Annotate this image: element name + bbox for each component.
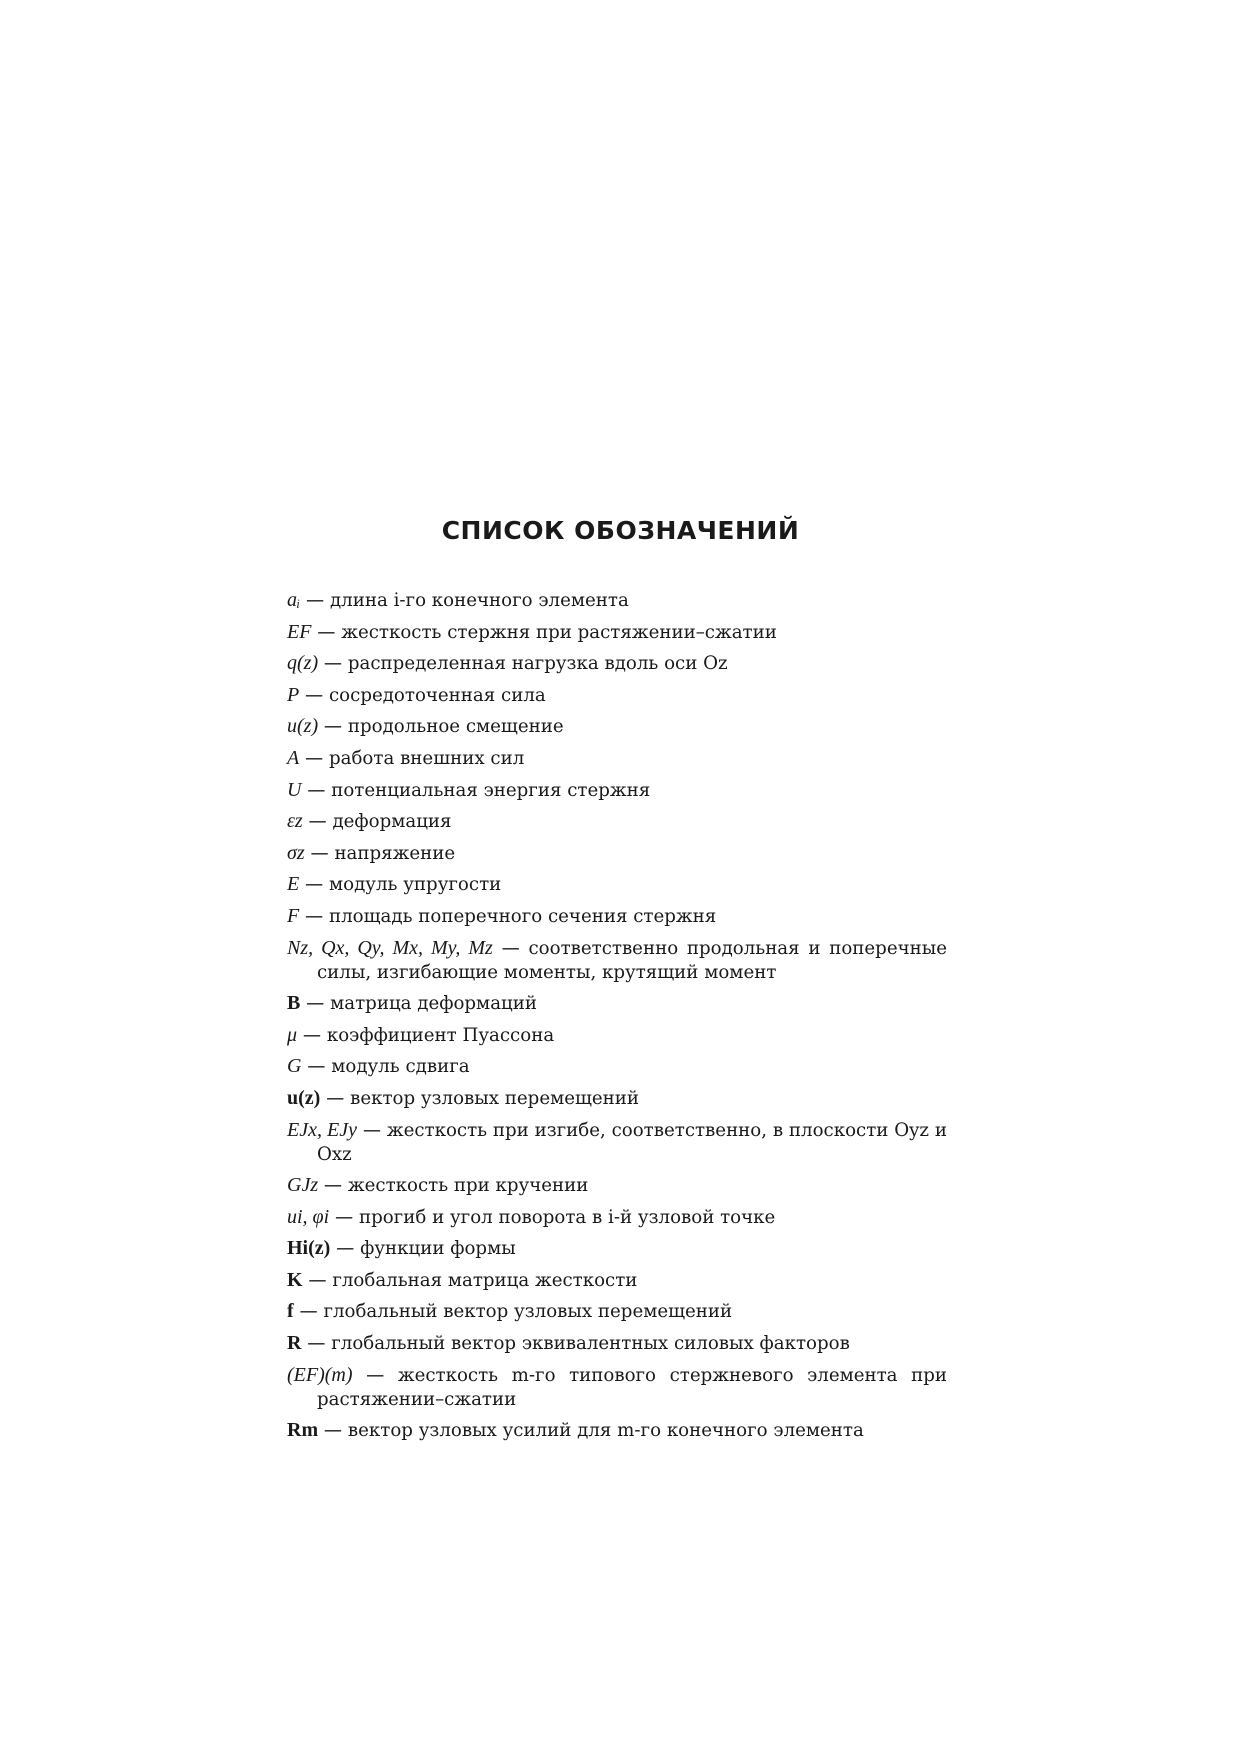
symbol-entry <box>287 1173 947 1198</box>
symbol-entry <box>287 936 947 985</box>
dash: — <box>305 747 324 769</box>
symbol-description: сосредоточенная сила <box>329 684 546 706</box>
dash: — <box>306 993 325 1015</box>
dash: — <box>323 653 343 675</box>
symbol-description: жесткость стержня при растяжении–сжатии <box>341 621 777 643</box>
symbol-description: длина i-го конечного элемента <box>329 590 629 611</box>
symbol-entry <box>287 1418 947 1443</box>
dash: — <box>307 779 326 801</box>
symbol: K <box>287 1268 303 1291</box>
symbol-entry <box>287 1023 947 1048</box>
symbol: P <box>287 683 300 706</box>
symbol-description: матрица деформаций <box>330 993 537 1015</box>
symbol-entry <box>287 841 947 866</box>
dash: — <box>299 1301 318 1323</box>
symbol: E <box>287 873 300 896</box>
symbol-entry <box>287 1205 947 1230</box>
symbol: Nz, Qx, Qy, Mx, My, Mz <box>287 936 493 959</box>
symbol-description: глобальная матрица жесткости <box>332 1269 638 1291</box>
symbol-entry <box>287 683 947 708</box>
symbol-description: модуль упругости <box>329 874 502 896</box>
symbol-entry <box>287 620 947 645</box>
symbol-description: деформация <box>332 811 452 833</box>
symbol-description: коэффициент Пуассона <box>326 1024 555 1046</box>
dash: — <box>308 1269 327 1291</box>
symbol-description: жесткость m-го типового стержневого элемента при растяжении–сжатии <box>317 1364 947 1410</box>
dash: — <box>310 842 329 864</box>
dash: — <box>323 1175 343 1197</box>
symbol: Rm <box>287 1419 319 1442</box>
symbol: U <box>287 778 302 801</box>
symbol-entry <box>287 1118 947 1167</box>
symbol: q(z) <box>287 652 319 675</box>
dash: — <box>317 621 336 643</box>
symbol-description: вектор узловых усилий для m-го конечного элемента <box>347 1420 864 1442</box>
symbol-entry <box>287 746 947 771</box>
symbol: EJx, EJy <box>287 1118 357 1141</box>
symbol-description: распределенная нагрузка вдоль оси Oz <box>347 653 728 675</box>
symbol-entry <box>287 1236 947 1261</box>
symbol: R <box>287 1332 302 1355</box>
symbol: u(z) <box>287 1086 321 1109</box>
symbol: F <box>287 904 300 927</box>
symbol-description: жесткость при кручении <box>347 1175 589 1197</box>
dash: — <box>326 1087 345 1109</box>
dash: — <box>308 811 327 833</box>
dash: — <box>366 1364 385 1386</box>
symbol: aᵢ <box>287 589 301 611</box>
symbol-entry <box>287 1268 947 1293</box>
symbol-entry <box>287 588 947 613</box>
symbol-description: функции формы <box>360 1238 516 1260</box>
symbol: f <box>287 1300 294 1323</box>
dash: — <box>305 684 324 706</box>
dash: — <box>305 590 325 611</box>
symbol-description: модуль сдвига <box>331 1056 470 1078</box>
symbol-entry <box>287 714 947 739</box>
dash: — <box>307 1056 326 1078</box>
symbol-list <box>287 588 947 1450</box>
symbol-description: вектор узловых перемещений <box>350 1087 640 1109</box>
symbol-description: жесткость при изгибе, соответственно, в плоскости Oyz и Oxz <box>317 1119 947 1165</box>
symbol-entry <box>287 1299 947 1324</box>
symbol-description: прогиб и угол поворота в i-й узловой точке <box>358 1206 776 1228</box>
symbol: EF <box>287 620 312 643</box>
symbol: G <box>287 1055 302 1078</box>
symbol-description: глобальный вектор узловых перемещений <box>323 1301 733 1323</box>
symbol-description: работа внешних сил <box>329 747 525 769</box>
symbol-entry <box>287 1054 947 1079</box>
symbol: μ <box>287 1023 298 1046</box>
dash: — <box>362 1119 382 1141</box>
symbol-description: напряжение <box>334 842 456 864</box>
dash: — <box>334 1206 354 1228</box>
dash: — <box>323 1420 343 1442</box>
dash: — <box>323 716 343 738</box>
symbol: u(z) <box>287 715 319 738</box>
symbol: Hi(z) <box>287 1237 331 1260</box>
symbol: ui, φi <box>287 1205 330 1228</box>
symbol-description: соответственно продольная и поперечные силы, изгибающие моменты, крутящий момент <box>317 937 947 983</box>
dash: — <box>305 905 324 927</box>
symbol-entry <box>287 651 947 676</box>
symbol-entry <box>287 1363 947 1412</box>
dash: — <box>501 937 520 959</box>
dash: — <box>336 1238 355 1260</box>
symbol: σz <box>287 841 305 864</box>
symbol-entry <box>287 778 947 803</box>
page-title: СПИСОК ОБОЗНАЧЕНИЙ <box>441 516 800 545</box>
symbol-entry <box>287 991 947 1016</box>
symbol: εz <box>287 810 303 833</box>
dash: — <box>305 874 324 896</box>
symbol-description: площадь поперечного сечения стержня <box>329 905 717 927</box>
symbol: B <box>287 992 301 1015</box>
symbol-entry <box>287 1331 947 1356</box>
dash: — <box>307 1333 326 1355</box>
symbol-description: продольное смещение <box>347 716 564 738</box>
symbol-entry <box>287 1086 947 1111</box>
symbol-entry <box>287 904 947 929</box>
symbol-description: глобальный вектор эквивалентных силовых факторов <box>331 1333 850 1355</box>
symbol-entry <box>287 809 947 834</box>
dash: — <box>302 1024 322 1046</box>
symbol: (EF)(m) <box>287 1363 353 1386</box>
symbol: A <box>287 746 300 769</box>
symbol-description: потенциальная энергия стержня <box>331 779 651 801</box>
symbol-entry <box>287 872 947 897</box>
symbol: GJz <box>287 1174 319 1197</box>
